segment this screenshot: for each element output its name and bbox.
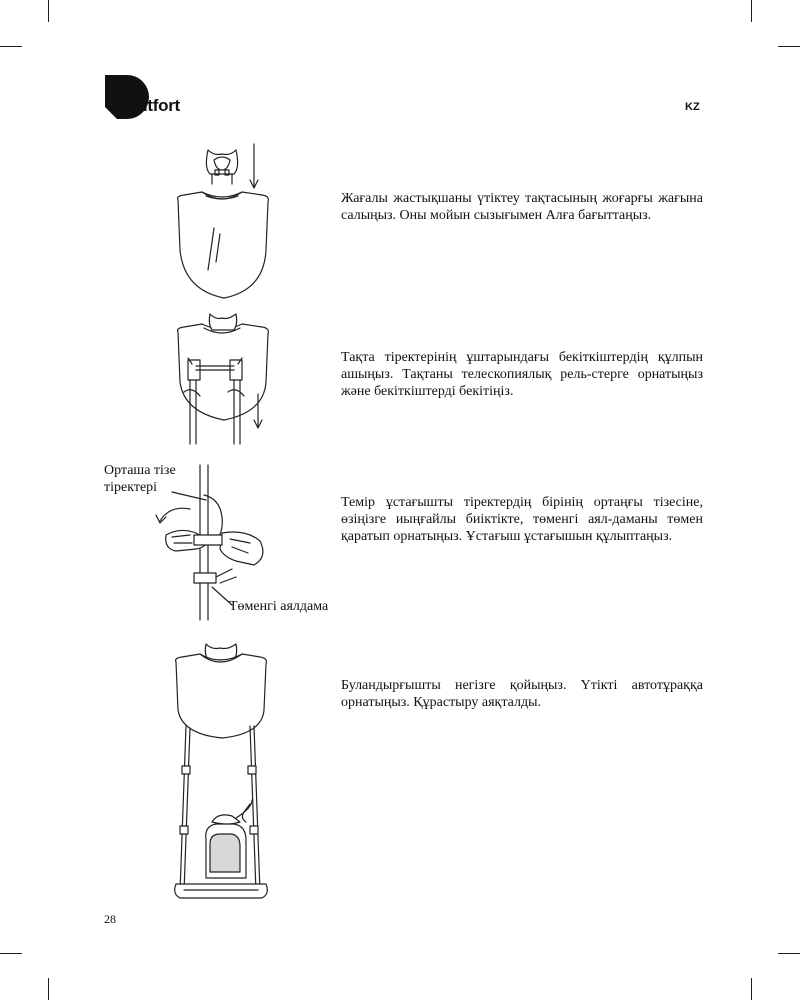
crop-mark	[751, 0, 752, 22]
lower-stop-label: Төменгі аялдама	[229, 599, 329, 614]
crop-mark	[0, 953, 22, 954]
step2-instruction: Тақта тіректерінің ұштарындағы бекіткіштердің құлпын ашыңыз. Тақтаны телескопиялық рель-стерге орнатыңыз және бекіткіштерді бекітіңіз.	[341, 350, 703, 399]
middle-knee-label	[104, 462, 176, 496]
step1-instruction: Жағалы жастықшаны үтіктеу тақтасының жоғарғы жағына салыңыз. Оны мойын сызығымен Алға бағыттаңыз.	[341, 191, 703, 223]
language-code: KZ	[685, 101, 700, 113]
middle-knee-label-line1: Орташа тізе	[104, 463, 176, 478]
page-number: 28	[104, 912, 116, 926]
crop-mark	[48, 0, 49, 22]
crop-mark	[0, 46, 22, 47]
step3-instruction: Темір ұстағышты тіректердің бірінің ортаңғы тізесіне, өзіңізге иыңғайлы биіктікте, төменгі аял-даманы төмен қаратып орнатыңыз. Ұстағыш ұстағышын құлыптаңыз.	[341, 495, 703, 544]
crop-mark	[48, 978, 49, 1000]
crop-mark	[778, 46, 800, 47]
step4-instruction: Буландырғышты негізге қойыңыз. Үтікті автотұраққа орнатыңыз. Құрастыру аяқталды.	[341, 678, 703, 710]
middle-knee-label-line2: тіректері	[104, 480, 158, 495]
step2-illustration	[170, 310, 280, 450]
crop-mark	[751, 978, 752, 1000]
middle-knee-pointer-line	[170, 488, 210, 508]
brand-name: Kitfort	[131, 96, 180, 115]
step1-illustration	[170, 140, 280, 310]
crop-mark	[778, 953, 800, 954]
step4-illustration	[170, 640, 280, 910]
